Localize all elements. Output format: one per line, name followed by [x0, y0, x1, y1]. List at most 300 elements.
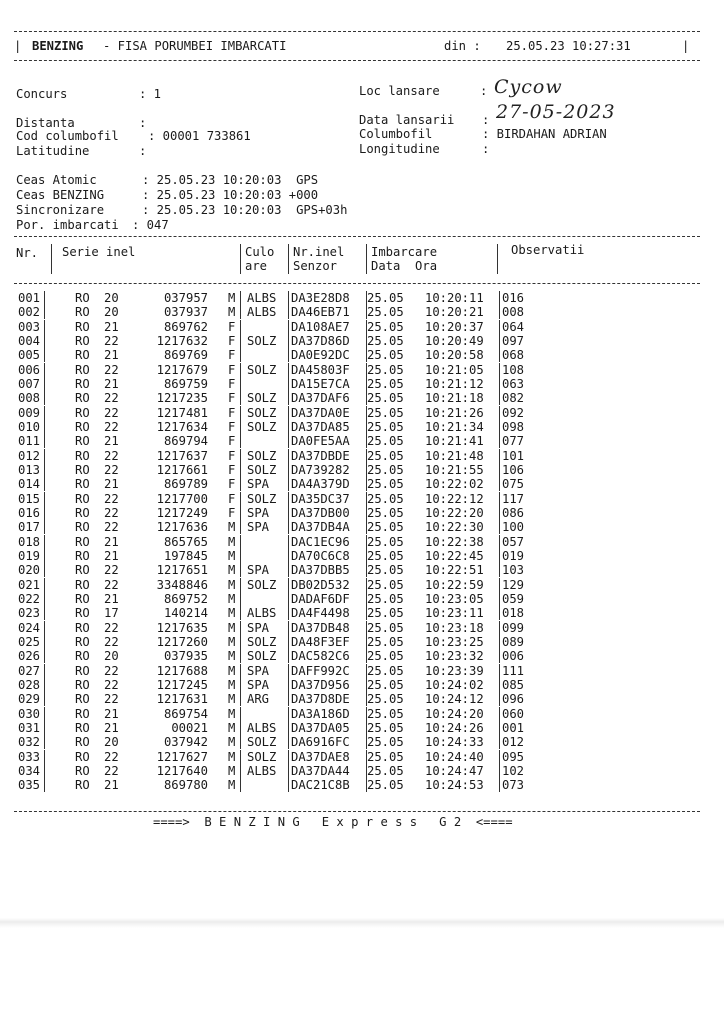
row-divider [44, 406, 45, 420]
row-divider [499, 434, 500, 448]
cell-ring: 1217635 [156, 620, 208, 635]
cell-sex: M [228, 735, 236, 750]
cell-sex: M [228, 520, 236, 535]
row-divider [288, 664, 289, 678]
cell-ring: 1217632 [156, 333, 208, 348]
row-divider [44, 721, 45, 735]
cell-obs: 111 [502, 663, 525, 678]
cell-ring: 037942 [163, 735, 208, 750]
cell-color: SOLZ [247, 491, 277, 506]
cell-date: 25.05 [367, 763, 404, 778]
cell-country: RO [75, 462, 90, 477]
cell-time: 10:22:38 [425, 534, 484, 549]
cell-country: RO [75, 362, 90, 377]
cell-country: RO [75, 319, 90, 334]
cell-nr: 002 [18, 305, 41, 320]
cell-sensor: DAC582C6 [291, 649, 350, 664]
cell-obs: 064 [502, 319, 525, 334]
table-row [0, 622, 724, 635]
row-divider [366, 635, 367, 649]
cell-obs: 073 [502, 778, 525, 793]
cell-date: 25.05 [367, 706, 404, 721]
cell-ring: 00021 [171, 720, 208, 735]
col-culoare-1: Culo [245, 245, 275, 259]
table-row [0, 464, 724, 477]
row-divider [366, 506, 367, 520]
cell-date: 25.05 [367, 577, 404, 592]
row-divider [499, 520, 500, 534]
row-divider [366, 363, 367, 377]
cell-color: SOLZ [247, 405, 277, 420]
cell-nr: 010 [18, 419, 41, 434]
cell-obs: 103 [502, 563, 525, 578]
table-row [0, 407, 724, 420]
cell-ring: 1217679 [156, 362, 208, 377]
row-divider [366, 492, 367, 506]
top-dashed-rule [14, 31, 700, 32]
cell-sensor: DA37DB4A [291, 520, 350, 535]
table-row [0, 493, 724, 506]
cell-year: 20 [104, 305, 119, 320]
cell-ring: 869789 [163, 477, 208, 492]
row-divider [288, 692, 289, 706]
cell-color: SOLZ [247, 462, 277, 477]
cell-time: 10:24:40 [425, 749, 484, 764]
row-divider [499, 678, 500, 692]
row-divider [44, 778, 45, 792]
cell-sex: F [228, 333, 236, 348]
cell-year: 22 [104, 563, 119, 578]
cell-sex: M [228, 577, 236, 592]
row-divider [366, 320, 367, 334]
cell-date: 25.05 [367, 491, 404, 506]
table-row [0, 349, 724, 362]
cell-year: 21 [104, 348, 119, 363]
cell-ring: 869762 [163, 319, 208, 334]
cell-year: 21 [104, 477, 119, 492]
row-divider [499, 578, 500, 592]
cell-time: 10:23:18 [425, 620, 484, 635]
cell-sensor: DADAF6DF [291, 591, 350, 606]
sincronizare-value: : 25.05.23 10:20:03 GPS+03h [142, 203, 348, 217]
cell-nr: 001 [18, 291, 41, 305]
cell-date: 25.05 [367, 606, 404, 621]
row-divider [288, 363, 289, 377]
cell-time: 10:22:59 [425, 577, 484, 592]
cell-date: 25.05 [367, 677, 404, 692]
row-divider [499, 391, 500, 405]
cell-sex: M [228, 677, 236, 692]
row-divider [240, 563, 241, 577]
cell-sex: F [228, 505, 236, 520]
row-divider [44, 692, 45, 706]
cell-year: 21 [104, 706, 119, 721]
cell-time: 10:20:11 [425, 291, 484, 305]
row-divider [240, 363, 241, 377]
row-divider [44, 420, 45, 434]
row-divider [240, 463, 241, 477]
header-divider [497, 244, 498, 274]
cell-year: 22 [104, 763, 119, 778]
cell-ring: 197845 [163, 548, 208, 563]
cell-year: 20 [104, 735, 119, 750]
cell-year: 22 [104, 405, 119, 420]
row-divider [240, 434, 241, 448]
cell-sensor: DA4F4498 [291, 606, 350, 621]
cell-date: 25.05 [367, 319, 404, 334]
cell-obs: 098 [502, 419, 525, 434]
table-row [0, 636, 724, 649]
row-divider [288, 764, 289, 778]
cell-sensor: DAFF992C [291, 663, 350, 678]
cell-year: 22 [104, 677, 119, 692]
table-row [0, 751, 724, 764]
col-observatii: Observatii [511, 243, 585, 257]
cell-sex: M [228, 720, 236, 735]
cell-country: RO [75, 391, 90, 406]
row-divider [366, 549, 367, 563]
cell-date: 25.05 [367, 376, 404, 391]
row-divider [288, 477, 289, 491]
cell-ring: 1217688 [156, 663, 208, 678]
scan-artifact-band [0, 918, 724, 928]
row-divider [499, 363, 500, 377]
row-divider [240, 635, 241, 649]
row-divider [366, 305, 367, 319]
cell-sex: F [228, 405, 236, 420]
cell-obs: 063 [502, 376, 525, 391]
cell-time: 10:23:39 [425, 663, 484, 678]
row-divider [44, 606, 45, 620]
cell-sensor: DA0FE5AA [291, 434, 350, 449]
table-row [0, 478, 724, 491]
concurs-label: Concurs [16, 87, 68, 101]
cell-time: 10:20:21 [425, 305, 484, 320]
cell-ring: 1217661 [156, 462, 208, 477]
cell-nr: 012 [18, 448, 41, 463]
row-divider [499, 778, 500, 792]
cell-nr: 011 [18, 434, 41, 449]
cell-time: 10:22:20 [425, 505, 484, 520]
data-lansarii-label: Data lansarii [359, 113, 455, 127]
cell-country: RO [75, 706, 90, 721]
row-divider [288, 635, 289, 649]
cell-obs: 006 [502, 649, 525, 664]
cell-obs: 092 [502, 405, 525, 420]
row-divider [240, 535, 241, 549]
cell-nr: 028 [18, 677, 41, 692]
row-divider [44, 750, 45, 764]
cell-sensor: DA35DC37 [291, 491, 350, 506]
cell-date: 25.05 [367, 520, 404, 535]
cell-obs: 101 [502, 448, 525, 463]
cell-color: SPA [247, 663, 270, 678]
cell-ring: 1217249 [156, 505, 208, 520]
cell-country: RO [75, 548, 90, 563]
cell-sensor: DA37DAF6 [291, 391, 350, 406]
cell-sensor: DA37DA05 [291, 720, 350, 735]
row-divider [288, 621, 289, 635]
cell-obs: 018 [502, 606, 525, 621]
cell-time: 10:23:11 [425, 606, 484, 621]
cell-nr: 007 [18, 376, 41, 391]
cell-color: SPA [247, 505, 270, 520]
cell-ring: 1217235 [156, 391, 208, 406]
row-divider [499, 692, 500, 706]
cell-nr: 003 [18, 319, 41, 334]
cell-date: 25.05 [367, 692, 404, 707]
row-divider [44, 735, 45, 749]
cell-obs: 096 [502, 692, 525, 707]
cell-sensor: DA70C6C8 [291, 548, 350, 563]
row-divider [240, 735, 241, 749]
cell-year: 22 [104, 520, 119, 535]
cell-country: RO [75, 649, 90, 664]
col-nr-inel-2: Senzor [293, 259, 338, 273]
cell-sex: F [228, 376, 236, 391]
cell-sensor: DA3A186D [291, 706, 350, 721]
row-divider [288, 778, 289, 792]
cell-sex: F [228, 391, 236, 406]
cell-color: SOLZ [247, 362, 277, 377]
table-row [0, 392, 724, 405]
cell-sex: F [228, 462, 236, 477]
row-divider [240, 320, 241, 334]
row-divider [499, 535, 500, 549]
cell-nr: 009 [18, 405, 41, 420]
cell-country: RO [75, 606, 90, 621]
row-divider [44, 434, 45, 448]
cell-date: 25.05 [367, 362, 404, 377]
cell-obs: 100 [502, 520, 525, 535]
row-divider [44, 520, 45, 534]
cell-color: SOLZ [247, 649, 277, 664]
row-divider [366, 707, 367, 721]
cell-sex: M [228, 663, 236, 678]
row-divider [499, 506, 500, 520]
cell-color: ALBS [247, 763, 277, 778]
row-divider [499, 305, 500, 319]
row-divider [366, 463, 367, 477]
cell-time: 10:21:48 [425, 448, 484, 463]
row-divider [240, 449, 241, 463]
cell-color: SOLZ [247, 448, 277, 463]
cell-year: 21 [104, 376, 119, 391]
loc-lansare-label: Loc lansare [359, 84, 440, 98]
loc-lansare-colon: : [480, 84, 488, 98]
row-divider [366, 406, 367, 420]
row-divider [288, 721, 289, 735]
table-header-rule [14, 283, 700, 284]
cell-sex: M [228, 692, 236, 707]
table-row [0, 722, 724, 735]
row-divider [44, 492, 45, 506]
cell-year: 22 [104, 663, 119, 678]
table-row [0, 665, 724, 678]
document-title: - FISA PORUMBEI IMBARCATI [103, 39, 287, 53]
cell-obs: 068 [502, 348, 525, 363]
row-divider [44, 477, 45, 491]
cell-time: 10:23:05 [425, 591, 484, 606]
cell-ring: 869754 [163, 706, 208, 721]
row-divider [366, 477, 367, 491]
cell-ring: 1217245 [156, 677, 208, 692]
row-divider [288, 291, 289, 305]
cell-ring: 1217627 [156, 749, 208, 764]
cell-color: ALBS [247, 720, 277, 735]
row-divider [240, 621, 241, 635]
cell-time: 10:21:12 [425, 376, 484, 391]
cell-date: 25.05 [367, 291, 404, 305]
row-divider [288, 492, 289, 506]
cell-time: 10:24:12 [425, 692, 484, 707]
cell-nr: 033 [18, 749, 41, 764]
cell-sensor: DA46EB71 [291, 305, 350, 320]
header-divider [288, 244, 289, 274]
row-divider [240, 305, 241, 319]
cell-country: RO [75, 749, 90, 764]
cell-year: 22 [104, 634, 119, 649]
cell-obs: 097 [502, 333, 525, 348]
cell-obs: 108 [502, 362, 525, 377]
cell-ring: 037937 [163, 305, 208, 320]
row-divider [366, 434, 367, 448]
cell-sex: M [228, 620, 236, 635]
cell-ring: 1217637 [156, 448, 208, 463]
cell-date: 25.05 [367, 348, 404, 363]
cell-sensor: DA37DBB5 [291, 563, 350, 578]
cell-nr: 018 [18, 534, 41, 549]
row-divider [44, 649, 45, 663]
cell-sex: M [228, 548, 236, 563]
cell-sensor: DA48F3EF [291, 634, 350, 649]
distanta-label: Distanta [16, 116, 75, 130]
cell-ring: 869780 [163, 778, 208, 793]
row-divider [366, 721, 367, 735]
cell-country: RO [75, 448, 90, 463]
cell-country: RO [75, 763, 90, 778]
table-row [0, 292, 724, 305]
cell-date: 25.05 [367, 548, 404, 563]
row-divider [288, 735, 289, 749]
cell-year: 21 [104, 720, 119, 735]
row-divider [240, 764, 241, 778]
cell-date: 25.05 [367, 634, 404, 649]
cell-nr: 020 [18, 563, 41, 578]
cell-sex: M [228, 749, 236, 764]
data-lansarii-colon: : [482, 113, 490, 127]
cell-year: 22 [104, 362, 119, 377]
row-divider [44, 592, 45, 606]
cell-obs: 086 [502, 505, 525, 520]
col-serie-inel: Serie inel [62, 245, 136, 259]
print-date-label: din : [444, 39, 481, 53]
table-row [0, 521, 724, 534]
cell-year: 20 [104, 291, 119, 305]
row-divider [288, 320, 289, 334]
cell-year: 21 [104, 434, 119, 449]
cell-obs: 117 [502, 491, 525, 506]
row-divider [366, 764, 367, 778]
row-divider [499, 606, 500, 620]
cell-sex: F [228, 491, 236, 506]
cell-year: 22 [104, 491, 119, 506]
cell-ring: 1217636 [156, 520, 208, 535]
row-divider [240, 664, 241, 678]
row-divider [288, 506, 289, 520]
cod-columbofil-value: : 00001 733861 [148, 129, 251, 143]
cell-color: SOLZ [247, 577, 277, 592]
cell-obs: 095 [502, 749, 525, 764]
row-divider [44, 764, 45, 778]
cell-sensor: DA108AE7 [291, 319, 350, 334]
cell-time: 10:24:26 [425, 720, 484, 735]
table-row [0, 593, 724, 606]
cell-obs: 106 [502, 462, 525, 477]
row-divider [366, 692, 367, 706]
cell-sensor: DA37DAE8 [291, 749, 350, 764]
cell-nr: 017 [18, 520, 41, 535]
cell-country: RO [75, 520, 90, 535]
cell-sensor: DA739282 [291, 462, 350, 477]
row-divider [44, 549, 45, 563]
cell-country: RO [75, 735, 90, 750]
cell-country: RO [75, 491, 90, 506]
cell-country: RO [75, 405, 90, 420]
col-culoare-2: are [245, 259, 268, 273]
cell-date: 25.05 [367, 462, 404, 477]
cell-date: 25.05 [367, 419, 404, 434]
cell-time: 10:21:34 [425, 419, 484, 434]
cell-ring: 865765 [163, 534, 208, 549]
cell-country: RO [75, 477, 90, 492]
cell-country: RO [75, 333, 90, 348]
cell-sex: F [228, 348, 236, 363]
cell-time: 10:20:49 [425, 333, 484, 348]
cell-ring: 1217634 [156, 419, 208, 434]
porumbei-imbarcati-label: Por. imbarcati [16, 218, 119, 232]
cell-sensor: DA45803F [291, 362, 350, 377]
cell-country: RO [75, 291, 90, 305]
cell-ring: 869794 [163, 434, 208, 449]
row-divider [499, 377, 500, 391]
col-imbarcare-2: Data Ora [371, 259, 438, 273]
cell-country: RO [75, 577, 90, 592]
cell-sensor: DA37DA44 [291, 763, 350, 778]
row-divider [44, 664, 45, 678]
cell-year: 22 [104, 692, 119, 707]
cell-year: 22 [104, 620, 119, 635]
table-top-rule [14, 236, 700, 237]
cell-color: SPA [247, 677, 270, 692]
row-divider [366, 750, 367, 764]
row-divider [499, 707, 500, 721]
row-divider [44, 348, 45, 362]
row-divider [240, 678, 241, 692]
row-divider [240, 492, 241, 506]
row-divider [44, 678, 45, 692]
cell-sensor: DAC21C8B [291, 778, 350, 793]
cell-sensor: DA6916FC [291, 735, 350, 750]
cell-time: 10:22:12 [425, 491, 484, 506]
row-divider [499, 563, 500, 577]
cell-sex: M [228, 305, 236, 320]
cell-sex: M [228, 563, 236, 578]
row-divider [499, 348, 500, 362]
row-divider [288, 348, 289, 362]
cell-sex: F [228, 434, 236, 449]
cell-year: 21 [104, 548, 119, 563]
